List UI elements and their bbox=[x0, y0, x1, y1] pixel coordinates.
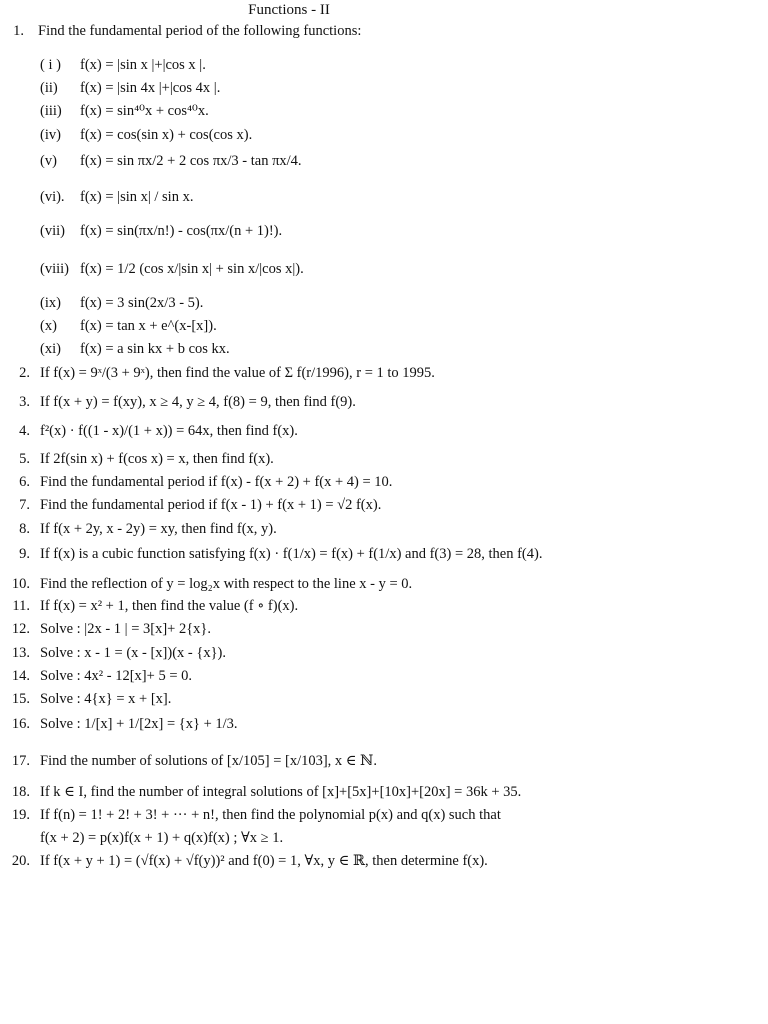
subpart-text: f(x) = cos(sin x) + cos(cos x). bbox=[80, 127, 253, 143]
subpart-label: (vii) bbox=[40, 223, 65, 239]
question-text: f²(x) · f((1 - x)/(1 + x)) = 64x, then find f(x). bbox=[40, 423, 298, 439]
question-text: If 2f(sin x) + f(cos x) = x, then find f(x). bbox=[40, 451, 274, 467]
subpart-text: f(x) = a sin kx + b cos kx. bbox=[80, 341, 230, 357]
question-text: Find the reflection of y = log₂x with respect to the line x - y = 0. bbox=[40, 576, 413, 592]
subpart-text: f(x) = |sin x| / sin x. bbox=[80, 189, 194, 205]
question-number: 8. bbox=[19, 521, 30, 537]
subpart-text: f(x) = 1/2 (cos x/|sin x| + sin x/|cos x|). bbox=[80, 261, 304, 277]
subpart-label: (ix) bbox=[40, 295, 61, 311]
subpart-text: f(x) = tan x + e^(x-[x]). bbox=[80, 318, 217, 334]
subpart-text: f(x) = sin⁴⁰x + cos⁴⁰x. bbox=[80, 103, 209, 119]
page-title: Functions - II bbox=[248, 2, 330, 18]
question-text: If f(x) = 9ˣ/(3 + 9ˣ), then find the value of Σ f(r/1996), r = 1 to 1995. bbox=[40, 365, 435, 381]
subpart-text: f(x) = 3 sin(2x/3 - 5). bbox=[80, 295, 204, 311]
question-text: f(x + 2) = p(x)f(x + 1) + q(x)f(x) ; ∀x ≥ 1. bbox=[40, 830, 284, 846]
subpart-label: (vi). bbox=[40, 189, 65, 205]
subpart-text: f(x) = sin πx/2 + 2 cos πx/3 - tan πx/4. bbox=[80, 153, 302, 169]
subpart-text: f(x) = |sin 4x |+|cos 4x |. bbox=[80, 80, 221, 96]
subpart-label: (xi) bbox=[40, 341, 61, 357]
question-number: 4. bbox=[19, 423, 30, 439]
question-text: Solve : 1/[x] + 1/[2x] = {x} + 1/3. bbox=[40, 716, 238, 732]
subpart-label: (v) bbox=[40, 153, 57, 169]
question-number: 2. bbox=[19, 365, 30, 381]
question-number: 5. bbox=[19, 451, 30, 467]
subpart-label: (iv) bbox=[40, 127, 61, 143]
question-number: 7. bbox=[19, 497, 30, 513]
subpart-label: (viii) bbox=[40, 261, 69, 277]
question-number: 6. bbox=[19, 474, 30, 490]
subpart-text: f(x) = |sin x |+|cos x |. bbox=[80, 57, 206, 73]
question-text: Solve : 4x² - 12[x]+ 5 = 0. bbox=[40, 668, 192, 684]
question-number: 15. bbox=[11, 691, 30, 707]
question-text: Find the fundamental period if f(x - 1) + f(x + 1) = √2 f(x). bbox=[40, 497, 382, 513]
question-number: 16. bbox=[11, 716, 30, 732]
question-text: If f(x) = x² + 1, then find the value (f ∘ f)(x). bbox=[40, 598, 299, 614]
question-number: 14. bbox=[11, 668, 30, 684]
question-number: 19. bbox=[11, 807, 30, 823]
question-text: Find the fundamental period of the following functions: bbox=[38, 23, 362, 39]
question-text: Find the number of solutions of [x/105] = [x/103], x ∈ ℕ. bbox=[40, 753, 378, 769]
question-text: If f(x + 2y, x - 2y) = xy, then find f(x, y). bbox=[40, 521, 277, 537]
question-text: Solve : |2x - 1 | = 3[x]+ 2{x}. bbox=[40, 621, 211, 637]
question-text: If k ∈ I, find the number of integral solutions of [x]+[5x]+[10x]+[20x] = 36k + 35. bbox=[40, 784, 522, 800]
question-number: 12. bbox=[11, 621, 30, 637]
question-number: 13. bbox=[11, 645, 30, 661]
question-number: 3. bbox=[19, 394, 30, 410]
subpart-label: ( i ) bbox=[40, 57, 61, 73]
question-number: 20. bbox=[11, 853, 30, 869]
question-text: Solve : x - 1 = (x - [x])(x - {x}). bbox=[40, 645, 226, 661]
subpart-label: (x) bbox=[40, 318, 57, 334]
question-text: If f(x) is a cubic function satisfying f(x) · f(1/x) = f(x) + f(1/x) and f(3) = 28, then f(4). bbox=[40, 546, 543, 562]
question-text: Solve : 4{x} = x + [x]. bbox=[40, 691, 172, 707]
question-number: 18. bbox=[11, 784, 30, 800]
subpart-label: (iii) bbox=[40, 103, 62, 119]
question-number: 9. bbox=[19, 546, 30, 562]
question-text: If f(x + y) = f(xy), x ≥ 4, y ≥ 4, f(8) = 9, then find f(9). bbox=[40, 394, 356, 410]
question-number: 10. bbox=[11, 576, 30, 592]
subpart-text: f(x) = sin(πx/n!) - cos(πx/(n + 1)!). bbox=[80, 223, 283, 239]
question-text: If f(x + y + 1) = (√f(x) + √f(y))² and f(0) = 1, ∀x, y ∈ ℝ, then determine f(x). bbox=[40, 853, 488, 869]
question-number: 1. bbox=[13, 23, 24, 39]
question-number: 17. bbox=[11, 753, 30, 769]
subpart-label: (ii) bbox=[40, 80, 58, 96]
question-number: 11. bbox=[12, 598, 30, 614]
question-text: Find the fundamental period if f(x) - f(x + 2) + f(x + 4) = 10. bbox=[40, 474, 393, 490]
question-text: If f(n) = 1! + 2! + 3! + ··· + n!, then find the polynomial p(x) and q(x) such that bbox=[40, 807, 501, 823]
